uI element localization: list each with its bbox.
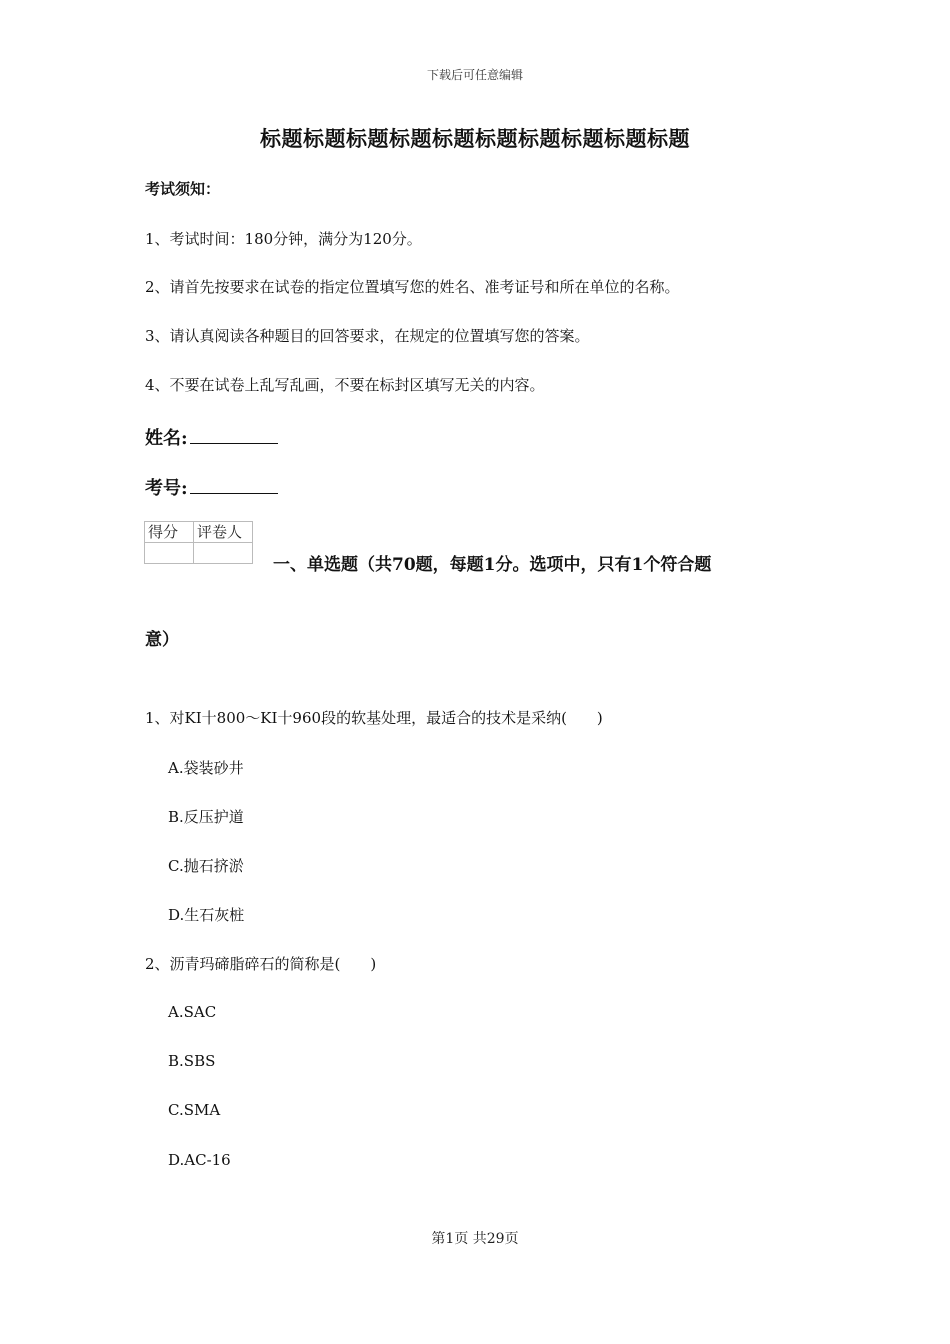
question-2-option-c: C.SMA [168, 1101, 221, 1119]
notice-item: 4、不要在试卷上乱写乱画，不要在标封区填写无关的内容。 [145, 376, 545, 394]
notice-heading: 考试须知： [145, 180, 221, 198]
page-footer: 第1页 共29页 [431, 1231, 519, 1247]
header-note: 下载后可任意编辑 [426, 68, 523, 82]
exam-number-field [145, 474, 278, 500]
grader-header: 评卷人 [194, 522, 253, 543]
question-2-option-d: D.AC-16 [168, 1151, 231, 1169]
section-title-continued: 意） [145, 630, 179, 650]
score-cell [145, 543, 194, 564]
question-2-option-a: A.SAC [168, 1003, 217, 1021]
question-1-option-c: C.抛石挤淤 [168, 857, 244, 875]
exam-number-label: 考号: [145, 478, 188, 499]
name-field [145, 424, 278, 450]
name-label: 姓名: [145, 428, 188, 449]
question-1-option-a: A.袋装砂井 [168, 759, 244, 777]
question-1: 1、对KI十800～KI十960段的软基处理，最适合的技术是采纳( ) [145, 709, 603, 727]
section-title: 一、单选题（共70题，每题1分。选项中，只有1个符合题 [273, 555, 712, 575]
document-title: 标题标题标题标题标题标题标题标题标题标题 [260, 126, 690, 151]
score-table [144, 521, 253, 564]
question-2: 2、沥青玛碲脂碎石的简称是( ) [145, 955, 377, 973]
notice-item: 2、请首先按要求在试卷的指定位置填写您的姓名、准考证号和所在单位的名称。 [145, 278, 680, 296]
question-2-option-b: B.SBS [168, 1052, 216, 1070]
question-1-option-b: B.反压护道 [168, 808, 244, 826]
notice-item: 1、考试时间：180分钟，满分为120分。 [145, 230, 422, 248]
exam-number-blank-line[interactable] [190, 476, 278, 494]
score-header: 得分 [145, 522, 194, 543]
name-blank-line[interactable] [190, 426, 278, 444]
grader-cell [194, 543, 253, 564]
question-1-option-d: D.生石灰桩 [168, 906, 245, 924]
notice-item: 3、请认真阅读各种题目的回答要求，在规定的位置填写您的答案。 [145, 327, 590, 345]
